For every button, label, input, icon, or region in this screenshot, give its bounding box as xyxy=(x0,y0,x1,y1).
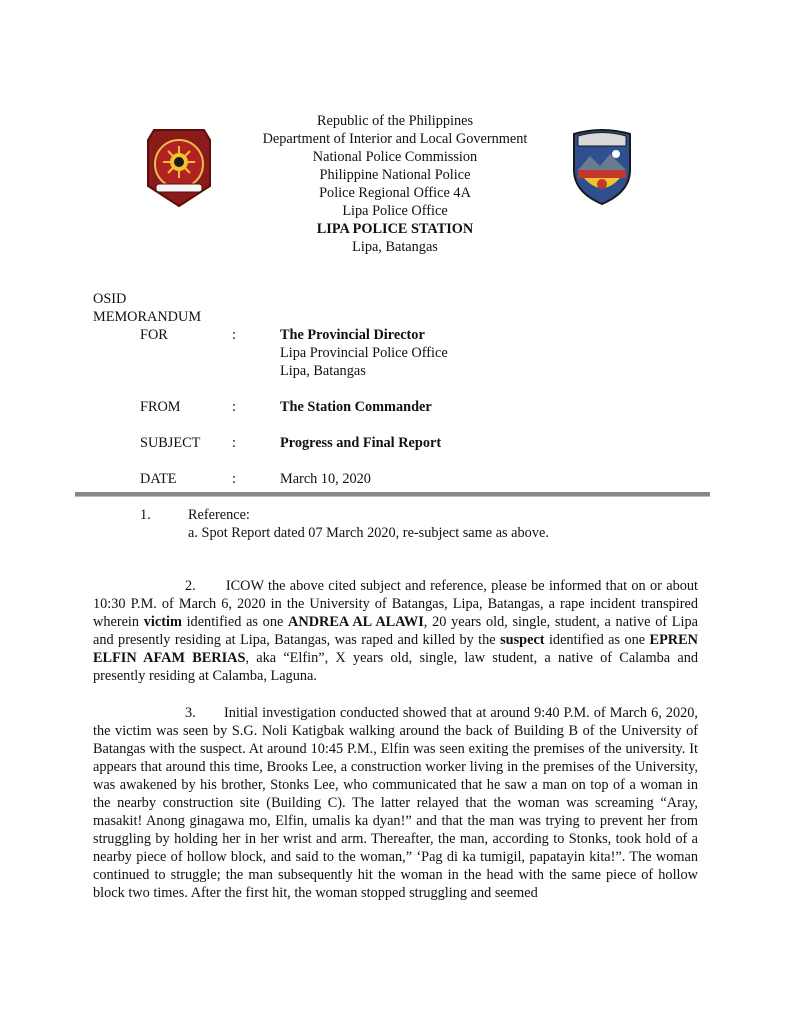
date-label: DATE xyxy=(140,471,177,487)
subject-label: SUBJECT xyxy=(140,435,201,451)
from-colon: : xyxy=(232,399,236,415)
date-colon: : xyxy=(232,471,236,487)
letterhead-line: Philippine National Police xyxy=(319,167,471,183)
paragraph-number: 2. xyxy=(185,578,196,594)
paragraph-3-text: Initial investigation conducted showed that at around 9:40 P.M. of March 6, 2020, the victim was seen by S.G. Noli Katigbak walking around the back of Building B of the University of Batangas with the suspect. At around 10:45 P.M., Elfin was seen exiting the premises of the university. It appears that around this time, Brooks Lee, a construction worker living in the premises of the University, was awakened by his brother, Stonks Lee, who communicated that he saw a man on top of a woman in the nearby construction site (Building C). The latter relayed that the woman was screaming “Aray, masakit! Anong ginagawa mo, Elfin, umalis ka dyan!” and that the man was trying to prevent her from struggling by holding her in her wrist and arm. Thereafter, the man, according to Stonks, took hold of a nearby piece of hollow block, and said to the woman,” ‘Pag di ka tumigil, papatayin kita!”. The woman continued to struggle; the man subsequently hit the woman in the head with the same piece of hollow block two times. After the first hit, the woman stopped struggling and seemed xyxy=(93,705,698,901)
reference-number: 1. xyxy=(140,507,151,523)
reference-title: Reference: xyxy=(188,507,250,523)
suspect-name: EPREN ELFIN AFAM BERIAS xyxy=(93,632,698,666)
subject-value: Progress and Final Report xyxy=(280,435,442,451)
for-value-3: Lipa, Batangas xyxy=(280,363,366,379)
subject-colon: : xyxy=(232,435,236,451)
osid-label: OSID xyxy=(93,291,127,307)
for-value-1: The Provincial Director xyxy=(280,327,425,343)
date-value: March 10, 2020 xyxy=(280,471,371,487)
letterhead xyxy=(230,112,560,256)
station-name: LIPA POLICE STATION xyxy=(316,221,474,237)
pnp-seal-icon xyxy=(144,126,214,208)
paragraph-3 xyxy=(93,704,698,902)
station-location: Lipa, Batangas xyxy=(352,239,438,255)
from-label: FROM xyxy=(140,399,181,415)
for-label: FOR xyxy=(140,327,168,343)
header-divider xyxy=(75,492,710,497)
letterhead-line: Republic of the Philippines xyxy=(316,113,474,129)
regional-office-badge-icon xyxy=(570,126,634,206)
letterhead-line: Police Regional Office 4A xyxy=(319,185,471,201)
victim-name: ANDREA AL ALAWI xyxy=(288,614,424,630)
suspect-label: suspect xyxy=(500,632,545,648)
letterhead-line: Department of Interior and Local Government xyxy=(262,131,528,147)
victim-label: victim xyxy=(143,614,182,630)
letterhead-line: Lipa Police Office xyxy=(342,203,448,219)
paragraph-2: 2. ICOW the above cited subject and reference, please be informed that on or about 10:30 P.M. of March 6, 2020 in the University of Batangas, Lipa, Batangas, a rape incident transpired wherein victim identified as one ANDREA AL ALAWI, 20 years old, single, student, a native of Lipa and presently residing at Lipa, Batangas, was raped and killed by the suspect identified as one EPREN ELFIN AFAM BERIAS, aka “Elfin”, X years old, single, law student, a native of Calamba and presently residing at Calamba, Laguna. xyxy=(93,578,699,684)
for-value-2: Lipa Provincial Police Office xyxy=(280,345,448,361)
from-value: The Station Commander xyxy=(280,399,432,415)
letterhead-line: National Police Commission xyxy=(312,149,478,165)
for-colon: : xyxy=(232,327,236,343)
reference-item: a. Spot Report dated 07 March 2020, re-subject same as above. xyxy=(188,525,549,541)
memo-heading xyxy=(93,290,201,326)
memorandum-label: MEMORANDUM xyxy=(93,309,202,325)
paragraph-number: 3. xyxy=(185,705,196,721)
reference-section xyxy=(140,506,549,542)
